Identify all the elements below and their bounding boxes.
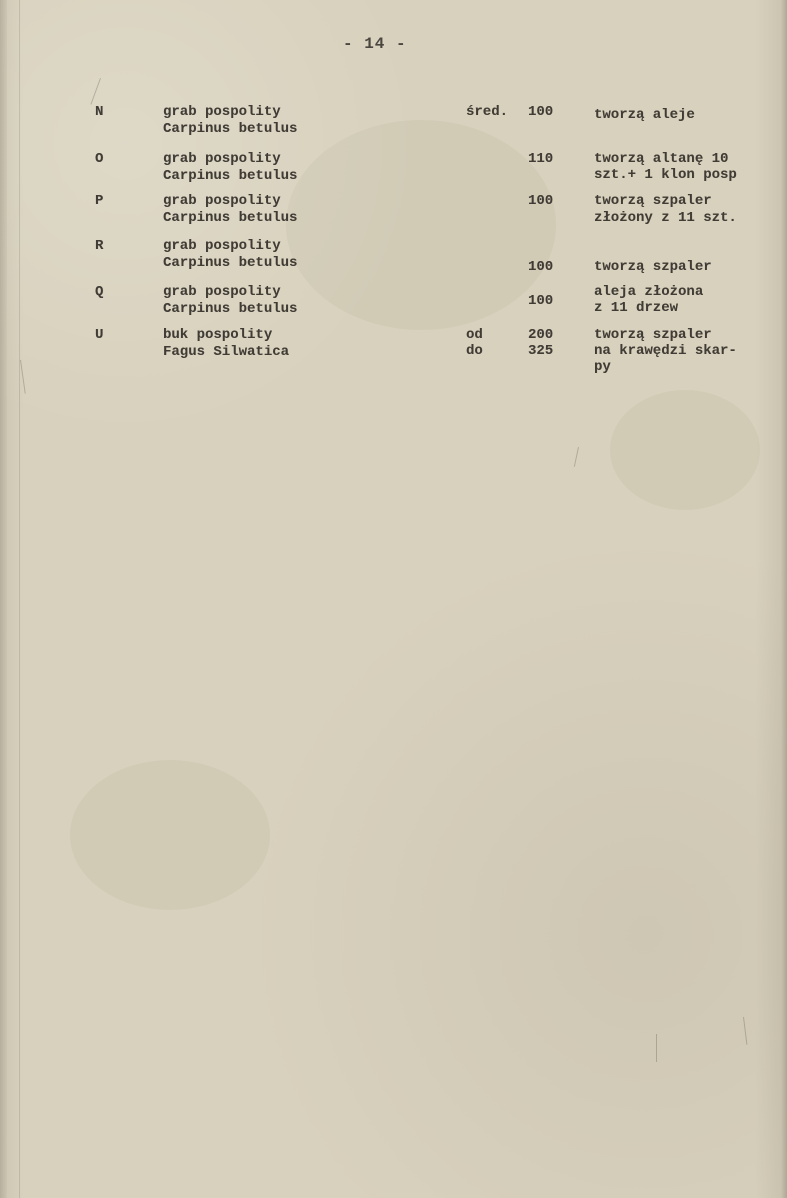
paper-stain [610, 390, 760, 510]
paper-stain [70, 760, 270, 910]
remarks-line: tworzą szpaler [594, 193, 712, 209]
row-code: Q [95, 284, 104, 300]
remarks-line: złożony z 11 szt. [594, 210, 737, 226]
measurement-value: 100 [528, 293, 554, 309]
table-row [0, 238, 787, 280]
table-row [0, 104, 787, 146]
row-code: N [95, 104, 104, 120]
row-code: O [95, 151, 104, 167]
remarks-line: z 11 drzew [594, 300, 679, 316]
polish-tree-name: grab pospolity [163, 284, 281, 300]
measurement-prefix: do [466, 343, 483, 359]
measurement-value: 110 [528, 151, 554, 167]
measurement-value: 100 [528, 104, 554, 120]
polish-tree-name: buk pospolity [163, 327, 273, 343]
table-row [0, 151, 787, 193]
row-code: U [95, 327, 104, 343]
remarks-line: tworzą aleje [594, 107, 695, 123]
measurement-value: 200 [528, 327, 554, 343]
tree-inventory-table [0, 104, 787, 404]
measurement-value: 100 [528, 259, 554, 275]
remarks-line: aleja złożona [594, 284, 704, 300]
polish-tree-name: grab pospolity [163, 104, 281, 120]
polish-tree-name: grab pospolity [163, 193, 281, 209]
latin-tree-name: Carpinus betulus [163, 255, 298, 271]
polish-tree-name: grab pospolity [163, 238, 281, 254]
ink-mark [574, 447, 579, 467]
latin-tree-name: Carpinus betulus [163, 121, 298, 137]
measurement-value: 325 [528, 343, 554, 359]
measurement-prefix: śred. [466, 104, 509, 120]
row-code: R [95, 238, 104, 254]
remarks-line: szt.+ 1 klon posp [594, 167, 737, 183]
latin-tree-name: Carpinus betulus [163, 210, 298, 226]
row-code: P [95, 193, 104, 209]
table-row [0, 327, 787, 375]
measurement-value: 100 [528, 193, 554, 209]
remarks-line: tworzą szpaler [594, 327, 712, 343]
table-row [0, 193, 787, 235]
latin-tree-name: Carpinus betulus [163, 301, 298, 317]
latin-tree-name: Carpinus betulus [163, 168, 298, 184]
remarks-line: py [594, 359, 611, 375]
remarks-line: na krawędzi skar- [594, 343, 737, 359]
ink-mark [90, 78, 101, 105]
page-number: - 14 - [343, 35, 407, 53]
ink-mark [743, 1017, 747, 1045]
table-row [0, 284, 787, 326]
latin-tree-name: Fagus Silwatica [163, 344, 290, 360]
ink-mark [656, 1034, 657, 1062]
measurement-prefix: od [466, 327, 483, 343]
remarks-line: tworzą altanę 10 [594, 151, 729, 167]
remarks-line: tworzą szpaler [594, 259, 712, 275]
polish-tree-name: grab pospolity [163, 151, 281, 167]
